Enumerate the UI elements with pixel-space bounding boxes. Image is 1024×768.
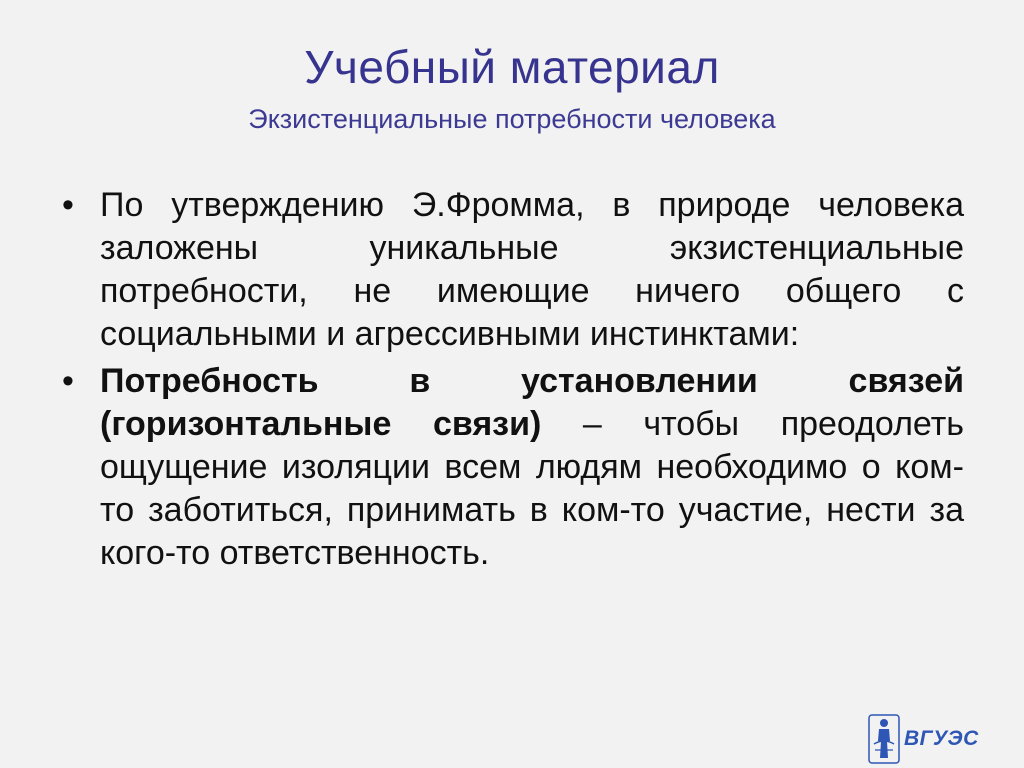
bullet-text: – чтобы преодолеть ощущение изоляции всем людям необходимо о ком-то заботиться, принимать в ком-то участие, нести за кого-то ответственность. xyxy=(100,405,964,572)
bullet-item-1 xyxy=(58,184,964,356)
university-logo xyxy=(868,713,979,765)
bullet-list xyxy=(58,184,964,575)
slide-title: Учебный материал xyxy=(304,41,720,93)
bullet-text: По утверждению Э.Фромма, в природе человека заложены уникальные экзистенциальные потребности, не имеющие ничего общего с социальными и агрессивными инстинктами: xyxy=(100,186,964,353)
logo-text: ВГУЭС xyxy=(904,727,979,750)
bullet-bold-text: Потребность в установлении связей (горизонтальные связи) xyxy=(100,362,964,443)
bullet-item-2 xyxy=(58,360,964,575)
university-emblem-icon xyxy=(868,714,900,764)
slide-subtitle: Экзистенциальные потребности человека xyxy=(248,104,776,134)
bullet-marker: • xyxy=(62,186,74,224)
bullet-marker: • xyxy=(62,362,74,400)
